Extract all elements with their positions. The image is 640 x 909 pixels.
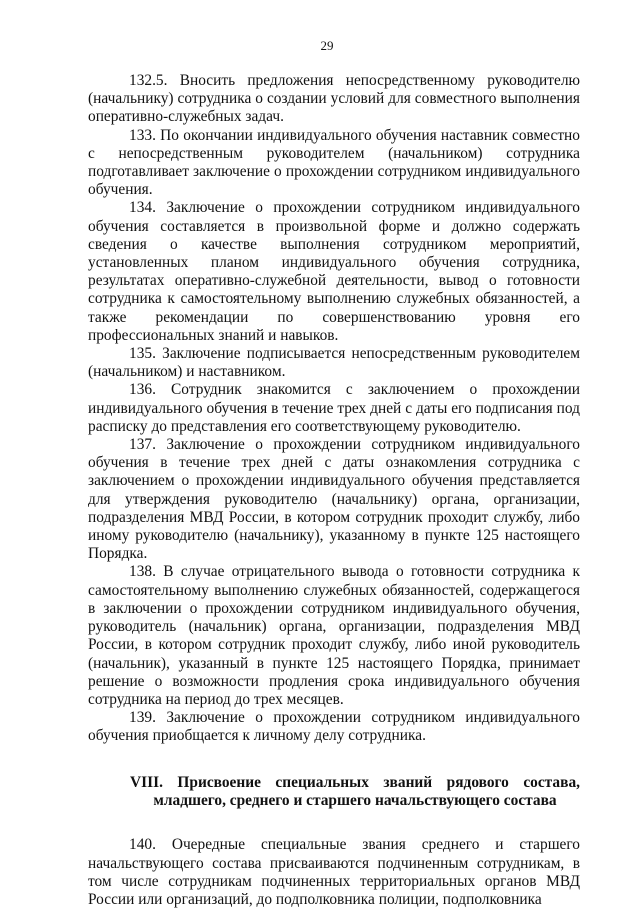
paragraph-139: 139. Заключение о прохождении сотрудником индивидуального обучения приобщается к личному делу сотрудника. <box>88 709 580 745</box>
paragraph-136: 136. Сотрудник знакомится с заключением о прохождении индивидуального обучения в течение трех дней с даты его подписания под расписку до представления его соответствующему руководителю. <box>88 381 580 435</box>
section-heading: VIII. Присвоение специальных званий рядового состава, младшего, среднего и старшего начальствующего состава <box>130 773 580 809</box>
page-number: 29 <box>320 38 334 53</box>
paragraph-140: 140. Очередные специальные звания среднего и старшего начальствующего состава присваиваются подчиненным сотрудникам, в том числе сотрудникам подчиненных территориальных органов МВД России или организаций, до подполковника полиции, подполковника <box>88 836 580 908</box>
paragraph-135: 135. Заключение подписывается непосредственным руководителем (начальником) и наставником. <box>88 345 580 381</box>
paragraph-138: 138. В случае отрицательного вывода о готовности сотрудника к самостоятельному выполнению служебных обязанностей, содержащегося в заключении о прохождении сотрудником индивидуального обучения, руководитель (начальник) органа, организации, подразделения МВД России, в котором сотрудник проходит службу, либо иной руководитель (начальник), указанный в пункте 125 настоящего Порядка, принимает решение о возможности продления срока индивидуального обучения сотрудника на период до трех месяцев. <box>88 563 580 708</box>
paragraph-133: 133. По окончании индивидуального обучения наставник совместно с непосредственным руководителем (начальником) сотрудника подготавливает заключение о прохождении сотрудником индивидуального обучения. <box>88 126 580 199</box>
paragraph-132-5: 132.5. Вносить предложения непосредственному руководителю (начальнику) сотрудника о создании условий для совместного выполнения оперативно-служебных задач. <box>88 72 580 126</box>
document-page <box>88 38 580 909</box>
paragraph-134: 134. Заключение о прохождении сотрудником индивидуального обучения составляется в произвольной форме и должно содержать сведения о качестве выполнения сотрудником мероприятий, установленных планом индивидуального обучения сотрудника, результатах оперативно-служебной деятельности, вывод о готовности сотрудника к самостоятельному выполнению служебных обязанностей, а также рекомендации по совершенствованию уровня его профессиональных знаний и навыков. <box>88 199 580 344</box>
paragraph-137: 137. Заключение о прохождении сотрудником индивидуального обучения в течение трех дней с даты ознакомления сотрудника с заключением о прохождении индивидуального обучения представляется для утверждения руководителю (начальнику) органа, организации, подразделения МВД России, в котором сотрудник проходит службу, либо иному руководителю (начальнику), указанному в пункте 125 настоящего Порядка. <box>88 436 580 563</box>
